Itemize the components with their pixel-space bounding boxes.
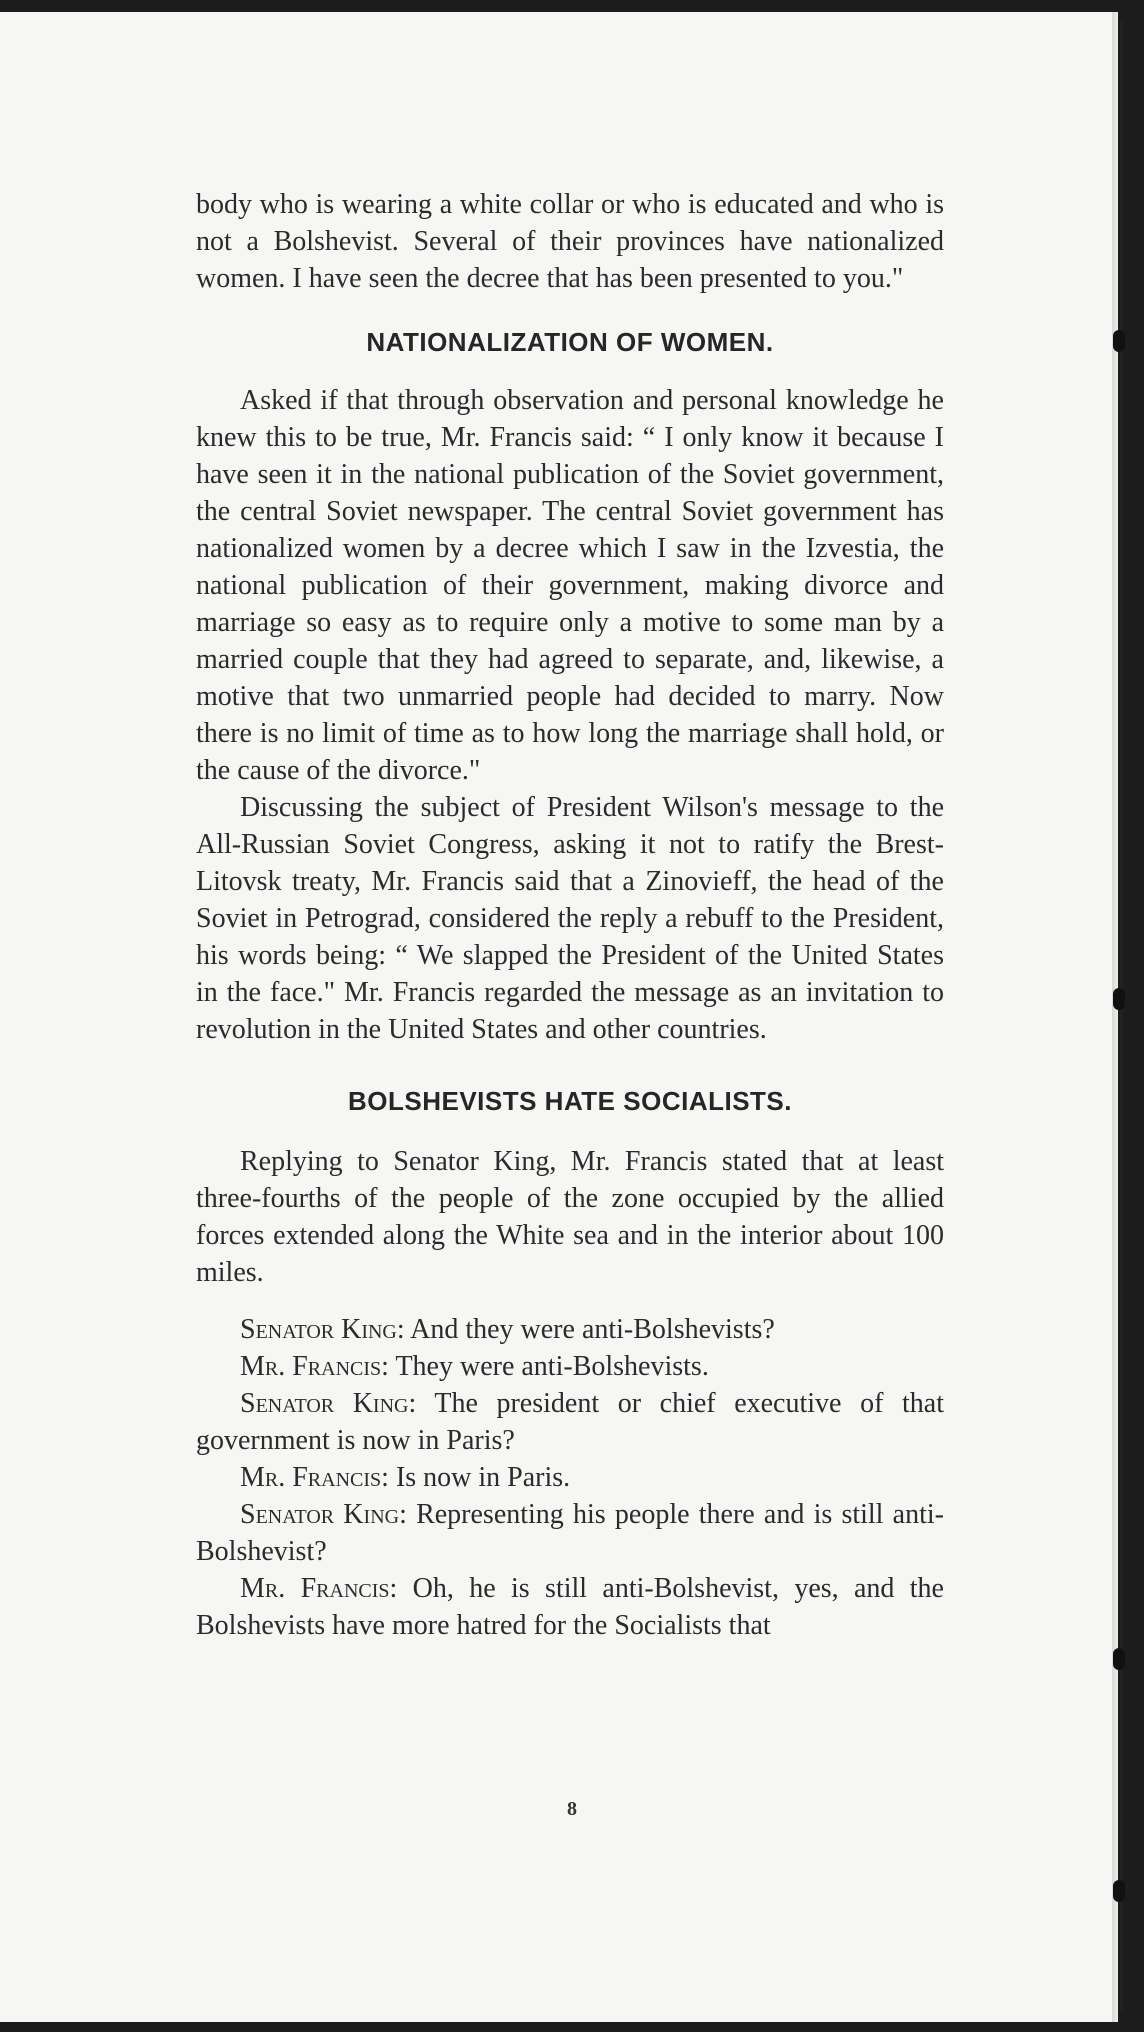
binding-mark: [1113, 988, 1125, 1010]
page-number: 8: [567, 1798, 577, 1820]
dialogue-text: : Is now in Paris.: [381, 1462, 571, 1493]
speaker-name: Senator King: [240, 1499, 400, 1530]
speaker-name: Mr. Francis: [240, 1462, 382, 1493]
margin-rule: [1120, 20, 1123, 2010]
dialogue-line: [196, 1570, 944, 1644]
dialogue-text: : Representing his people there and is still anti-Bolshevist?: [196, 1499, 944, 1567]
dialogue-text: : The president or chief executive of that government is now in Paris?: [196, 1388, 944, 1456]
paragraph-wilson-message: Discussing the subject of President Wilson's message to the All-Russian Soviet Congress, asking it not to ratify the Brest-Litovsk treaty, Mr. Francis said that a Zinovieff, the head of the Soviet in Petrograd, considered the reply a rebuff to the President, his words being: “ We slapped the President of the United States in the face." Mr. Francis regarded the message as an invitation to revolution in the United States and other countries.: [196, 792, 944, 1045]
binding-mark: [1113, 1648, 1125, 1670]
paragraph-continued: body who is wearing a white collar or who is educated and who is not a Bolshevist. Several of their provinces have nationalized women. I have seen the decree that has been presented to you.": [196, 189, 944, 294]
text-column: [196, 186, 944, 1644]
speaker-name: Senator King: [240, 1314, 397, 1345]
dialogue-line: [196, 1348, 944, 1385]
binding-mark: [1113, 1880, 1125, 1902]
dialogue-line: [196, 1385, 944, 1459]
section-heading-nationalization: NATIONALIZATION OF WOMEN.: [366, 327, 774, 357]
dialogue-line: [196, 1496, 944, 1570]
speaker-name: Mr. Francis: [240, 1573, 390, 1604]
section-heading-bolshevists: BOLSHEVISTS HATE SOCIALISTS.: [347, 1086, 792, 1116]
dialogue-text: : And they were anti-Bolshevists?: [396, 1314, 775, 1345]
dialogue-line: [196, 1311, 944, 1348]
paragraph-senator-king: Replying to Senator King, Mr. Francis stated that at least three-fourths of the people of the zone occupied by the allied forces extended along the White sea and in the interior about 100 miles.: [196, 1146, 944, 1288]
binding-edge: [1112, 12, 1118, 2022]
speaker-name: Mr. Francis: [240, 1351, 382, 1382]
dialogue-text: : They were anti-Bolshevists.: [381, 1351, 709, 1382]
dialogue-text: : Oh, he is still anti-Bolshevist, yes, and the Bolshevists have more hatred for the Socialists that: [196, 1573, 944, 1641]
binding-mark: [1113, 330, 1125, 352]
paragraph-francis-testimony: Asked if that through observation and personal knowledge he knew this to be true, Mr. Francis said: “ I only know it because I have seen it in the national publication of the Soviet government, the central Soviet newspaper. The central Soviet government has nationalized women by a decree which I saw in the Izvestia, the national publication of their government, making divorce and marriage so easy as to require only a motive to some man by a married couple that they had agreed to separate, and, likewise, a motive that two unmarried people had decided to marry. Now there is no limit of time as to how long the marriage shall hold, or the cause of the divorce.": [196, 385, 944, 786]
dialogue-line: [196, 1459, 944, 1496]
speaker-name: Senator King: [240, 1388, 409, 1419]
